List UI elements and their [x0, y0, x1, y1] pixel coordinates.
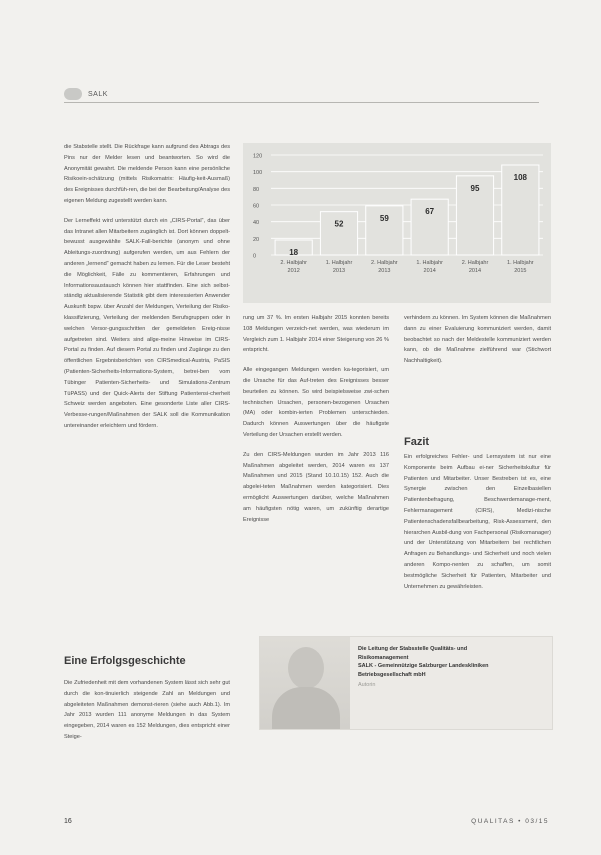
author-portrait — [260, 637, 350, 729]
paragraph: rung um 37 %. Im ersten Halbjahr 2015 konnten bereits 108 Meldungen verzeich-net werden, was wiederum im Vergleich zum 1. Halbjahr 2014 einer Steigerung von 26 % entspricht. — [243, 315, 389, 354]
page-number: 16 — [64, 818, 72, 825]
x-tick-label: 2. Halbjahr — [461, 260, 489, 266]
paragraph: die Stabstelle stellt. Die Rückfrage kann aufgrund des Abtrags des Pins nur der Melder lesen und beantworten. So wird die Anonymität gewahrt. Die meldende Person kann eine persönliche Risikoein-schätzung (mittels Risikomatrix: Häufig-keit-Ausmaß) des Ereignisses durchfüh-ren, die bei der Bearbeitung/Analyse des eigenen Meldung zugestellt werden kann. — [64, 144, 230, 204]
author-line: Die Leitung der Stabsstelle Qualitäts- und — [358, 646, 468, 652]
x-tick-label: 2014 — [468, 268, 482, 274]
x-tick-label: 2. Halbjahr — [371, 260, 398, 266]
bar-value-label: 95 — [470, 183, 480, 193]
y-tick-label: 80 — [253, 186, 260, 193]
text-column-middle — [243, 313, 389, 534]
y-tick-label: 0 — [253, 253, 257, 260]
author-info — [358, 645, 543, 690]
y-tick-label: 60 — [253, 203, 260, 210]
paragraph: Die Zufriedenheit mit dem vorhandenen System lässt sich sehr gut durch die kon-tinuierlich steigende Zahl an Meldungen und abgeleiteten Maßnahmen demonst-rieren (siehe auch Abb.1). Im Jahr 2013 wurden 111 anonyme Meldungen in das System eingegeben, 2014 waren es 152 Meldungen, dies entspricht einer Steige- — [64, 680, 230, 740]
header-divider — [64, 102, 539, 103]
text-column-right — [404, 313, 551, 376]
bar-value-label: 108 — [513, 173, 528, 182]
x-tick-label: 2013 — [332, 268, 346, 274]
x-tick-label: 2014 — [423, 268, 436, 274]
bar-chart — [243, 143, 551, 303]
paragraph: Ein erfolgreiches Fehler- und Lernsystem ist nur eine Komponente beim Aufbau ei-ner Sicherheitskultur für Patienten und Mitarbeiter. Unser Bestreben ist es, eine Synergie zwischen den Einzelbasiellen Patientenbefragung, Beschwerdemanage-ment, Fehlermanagement (CIRS), Medizi-nische Patientenschadensfallbearbeitung, Risk-Assessment, den hierarchen Ausbil-dung von Fachpersonal (Risikomanager) und der Unterstützung von Mitarbeitern bei rechtlichen Anfragen zu Behandlungs- und Sicherheit und noch vielen anderen Kompo-nenten zu schaffen, um somit bestmögliche Sicherheit für Patienten, Mitarbeiter und Unternehmen zu gewährleisten. — [404, 454, 551, 590]
bar-value-label: 18 — [289, 248, 299, 257]
text-column-left-bottom — [64, 678, 230, 752]
x-tick-label: 2013 — [378, 268, 391, 274]
x-tick-label: 1. Halbjahr — [507, 260, 534, 266]
text-column-left-top — [64, 142, 230, 441]
text-column-fazit — [404, 452, 551, 601]
bar-value-label: 67 — [425, 207, 435, 217]
page-header — [64, 88, 108, 100]
x-tick-label: 2. Halbjahr — [280, 260, 307, 266]
author-line: Risikomanagement — [358, 654, 409, 661]
y-tick-label: 20 — [253, 236, 260, 243]
paragraph: verhindern zu können. Im System können die Maßnahmen dann zu einer Evaluierung kommuniziert werden, damit beobachtet so nach der Meldestelle kommuniziert werden kann, ob die Maßnahme zielführend war (Stichwort Nachhaltigkeit). — [404, 315, 551, 365]
author-line: Betriebsgesellschaft mbH — [358, 671, 426, 678]
section-heading-fazit: Fazit — [404, 436, 430, 448]
footer-publication: QUALITAS • 03/15 — [471, 818, 549, 825]
y-tick-label: 120 — [253, 153, 263, 160]
bar-value-label: 52 — [334, 219, 344, 229]
section-heading-erfolg: Eine Erfolgsgeschichte — [64, 655, 186, 667]
header-label: SALK — [88, 90, 108, 98]
y-tick-label: 40 — [253, 220, 260, 227]
portrait-body — [272, 687, 340, 729]
x-tick-label: 1. Halbjahr — [416, 260, 443, 266]
paragraph: Der Lerneffekt wird unterstützt durch ein „CIRS-Portal“, das über das Intranet allen Mitarbeitern zugänglich ist. Dort können doppelt-bewusst ausgewählte SALK-Fall-berichte (anonym und ohne Ableitungs-zuordnung) aufgerufen werden, um aus Fehlern der anderen „lernend“ gemacht haben zu lernen. Für die Leser besteht die Möglichkeit, Fälle zu kommentieren, Erfahrungen und Informationsaustausch können hier stattfinden. Eine sich selbst-ständig aktualisierende Statistik gibt dem interessierten Anwender Auskunft bspw. über Anzahl der Meldungen, Verteilung der Risiko-klassifizierung, Verteilung der meldenden Berufsgruppen oder in welchen Versor-gungsschritten der gemeldeten Ereig-nisse aufgetreten sind. Weiters sind allge-meine Hinweise im CIRS-Portal zu finden. Auf diesem Portal zu finden und Zugänge zu den öffentlichen Ergebnisberichten von CIRSmedical-Austria, PaSIS (Patienten-Sicherheits-Informations-System, betrei-ben vom Tübinger Patienten-Sicherheits- und Simulations-Zentrum TüPASS) und der Quick-Alerts der Stiftung Patientensi-cherheit Schweiz werden angeboten. Eine gesonderte Liste aller CIRS-Verbesse-rungen/Maßnahmen der SALK soll die Kommunikation untereinander erleichtern und fördern. — [64, 217, 230, 429]
author-box — [259, 636, 553, 730]
x-tick-label: 1. Halbjahr — [325, 260, 353, 266]
paragraph: Zu den CIRS-Meldungen wurden im Jahr 2013 116 Maßnahmen abgeleitet werden, 2014 waren es 137 Maßnahmen und 2015 (Stand 10.10.15) 152. Auch die abgelei-teten Maßnahmen werden kategorisiert. Dies ermöglicht Auswertungen darüber, welche Maßnahmen am häufigsten nötig waren, um zukünftig derartige Ereignisse — [243, 451, 389, 523]
x-tick-label: 2015 — [514, 268, 527, 274]
author-line: SALK - Gemeinnützige Salzburger Landeskliniken — [358, 663, 489, 670]
portrait-head — [288, 647, 324, 689]
bar — [320, 212, 357, 255]
bar-value-label: 59 — [379, 213, 389, 223]
y-tick-label: 100 — [253, 170, 263, 177]
author-signature: Autorin — [358, 682, 376, 689]
x-tick-label: 2012 — [287, 268, 300, 274]
paragraph: Alle eingegangen Meldungen werden ka-tegorisiert, um die Ursache für das Auf-treten des Ereignisses besser beurteilen zu können. So wird beispielsweise zwi-schen technischen Ursachen, personen-bezogenen Ursachen (MA) oder kombin-ierten Problemen unterschieden. Dadurch können Auswertungen über die häufigste Verteilung der Ursachen erstellt werden. — [243, 367, 389, 438]
bar-chart-svg — [243, 143, 551, 303]
salk-logo-icon — [64, 88, 82, 100]
